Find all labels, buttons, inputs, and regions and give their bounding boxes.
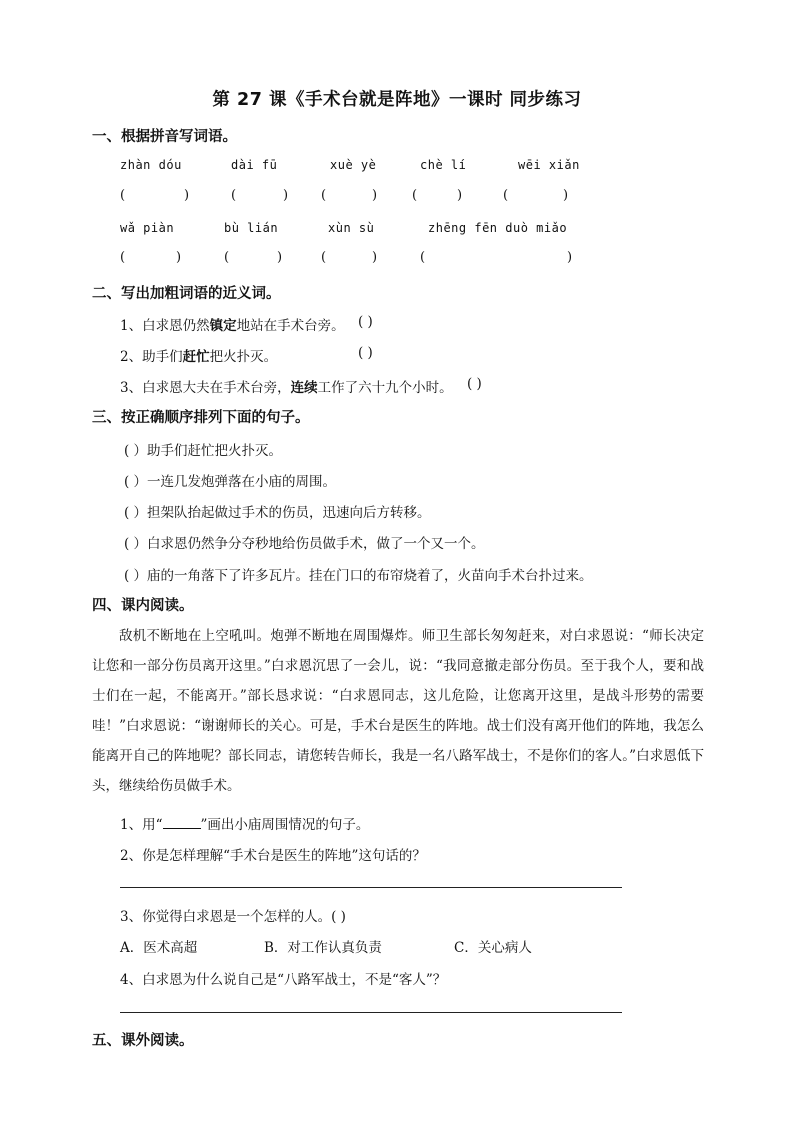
reading-question-4: 4、白求恩为什么说自己是“八路军战士，不是“客人”？ bbox=[120, 972, 447, 988]
pinyin-1: zhàn dóu bbox=[120, 158, 182, 172]
synonym-blank-1: ( ) bbox=[358, 314, 373, 330]
option-b: B．对工作认真负责 bbox=[264, 940, 382, 956]
pinyin-5: wēi xiǎn bbox=[518, 158, 580, 172]
section-5-heading: 五、课外阅读。 bbox=[92, 1033, 194, 1049]
pinyin-6: wǎ piàn bbox=[120, 221, 175, 235]
pinyin-7: bù lián bbox=[224, 221, 279, 235]
section-2-heading: 二、写出加粗词语的近义词。 bbox=[92, 286, 281, 302]
order-item-3: ( ）担架队抬起做过手术的伤员，迅速向后方转移。 bbox=[124, 505, 431, 521]
pinyin-2: dài fū bbox=[231, 158, 278, 172]
answer-line-1[interactable] bbox=[120, 887, 622, 888]
blank-6-open: ( bbox=[120, 250, 126, 265]
underline-mark bbox=[163, 818, 201, 829]
reading-question-1 bbox=[120, 813, 369, 833]
blank-4-open: ( bbox=[412, 188, 418, 203]
q3-text-pre: 3、白求恩大夫在手术台旁， bbox=[120, 380, 291, 396]
blank-9-close: ) bbox=[567, 250, 573, 265]
blank-2-close: ) bbox=[283, 188, 289, 203]
blank-3-open: ( bbox=[321, 188, 327, 203]
q3-text-post: 工作了六十九个小时。 bbox=[317, 380, 453, 396]
blank-6-close: ) bbox=[176, 250, 182, 265]
blank-5-close: ) bbox=[563, 188, 569, 203]
blank-1-open: ( bbox=[120, 188, 126, 203]
blank-9-open: ( bbox=[420, 250, 426, 265]
option-c: C．关心病人 bbox=[454, 940, 532, 956]
blank-7-open: ( bbox=[224, 250, 230, 265]
q3-bold-word: 连续 bbox=[290, 380, 318, 396]
q2-text-post: 把火扑灭。 bbox=[209, 349, 278, 365]
blank-4-close: ) bbox=[457, 188, 463, 203]
pinyin-9: zhēng fēn duò miǎo bbox=[428, 221, 568, 235]
q1-text-post: 地站在手术台旁。 bbox=[236, 318, 345, 334]
blank-2-open: ( bbox=[231, 188, 237, 203]
blank-5-open: ( bbox=[503, 188, 509, 203]
section-1-heading: 一、根据拼音写词语。 bbox=[92, 129, 237, 145]
reading-passage: 敌机不断地在上空吼叫。炮弹不断地在周围爆炸。师卫生部长匆匆赶来，对白求恩说：“师长决定让您和一部分伤员离开这里。”白求恩沉思了一会儿，说：“我同意撤走部分伤员。至于我个人，要和战士们在一起，不能离开。”部长恳求说：“白求恩同志，这儿危险，让您离开这里，是战斗形势的需要哇！”白求恩说：“谢谢师长的关心。可是，手术台是医生的阵地。战士们没有离开他们的阵地，我怎么能离开自己的阵地呢？部长同志，请您转告师长，我是一名八路军战士，不是你们的客人。”白求恩低下头，继续给伤员做手术。 bbox=[92, 628, 704, 794]
synonym-blank-3: ( ) bbox=[467, 376, 482, 392]
section-3-heading: 三、按正确顺序排列下面的句子。 bbox=[92, 410, 310, 426]
option-a: A．医术高超 bbox=[120, 940, 198, 956]
pinyin-4: chè lí bbox=[420, 158, 467, 172]
blank-8-open: ( bbox=[321, 250, 327, 265]
synonym-question-2 bbox=[120, 345, 277, 365]
reading-question-2: 2、你是怎样理解“手术台是医生的阵地”这句话的？ bbox=[120, 848, 426, 864]
rq1-text-pre: 1、用“ bbox=[120, 817, 163, 833]
order-item-2: ( ）一连几发炮弹落在小庙的周围。 bbox=[124, 474, 337, 490]
q1-text-pre: 1、白求恩仍然 bbox=[120, 318, 210, 334]
blank-3-close: ) bbox=[372, 188, 378, 203]
section-4-heading: 四、课内阅读。 bbox=[92, 598, 194, 614]
order-item-4: ( ）白求恩仍然争分夺秒地给伤员做手术，做了一个又一个。 bbox=[124, 536, 485, 552]
pinyin-3: xuè yè bbox=[330, 158, 377, 172]
synonym-question-1 bbox=[120, 314, 345, 334]
page-title: 第 27 课《手术台就是阵地》一课时 同步练习 bbox=[212, 90, 582, 110]
blank-8-close: ) bbox=[372, 250, 378, 265]
q1-bold-word: 镇定 bbox=[209, 318, 237, 334]
order-item-1: ( ）助手们赶忙把火扑灭。 bbox=[124, 443, 283, 459]
rq1-text-post: ”画出小庙周围情况的句子。 bbox=[200, 817, 370, 833]
answer-line-2[interactable] bbox=[120, 1012, 622, 1013]
order-item-5: ( ）庙的一角落下了许多瓦片。挂在门口的布帘烧着了，火苗向手术台扑过来。 bbox=[124, 568, 593, 584]
synonym-question-3 bbox=[120, 376, 453, 396]
synonym-blank-2: ( ) bbox=[358, 345, 373, 361]
q2-text-pre: 2、助手们 bbox=[120, 349, 183, 365]
blank-7-close: ) bbox=[277, 250, 283, 265]
blank-1-close: ) bbox=[184, 188, 190, 203]
q2-bold-word: 赶忙 bbox=[182, 349, 210, 365]
reading-question-3: 3、你觉得白求恩是一个怎样的人。( ) bbox=[120, 909, 346, 925]
pinyin-8: xùn sù bbox=[328, 221, 375, 235]
